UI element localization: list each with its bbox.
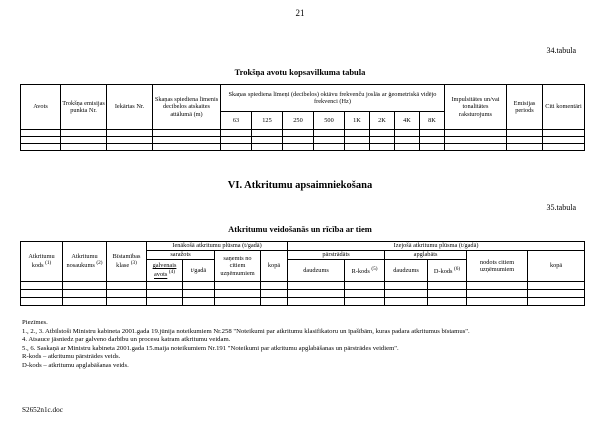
col-header-octave-bands: Skaņas spiediena līmeņi (decibelos) oktāvu frekvenču joslās ar ģeometriskā vidējo frekvenci (Hz) — [221, 85, 445, 112]
col-header-transferred: nodots citiem uzņēmumiem — [467, 251, 528, 282]
note-line: 1., 2., 3. Atbilstoši Ministru kabineta 2001.gada 19.jūnija noteikumiem Nr.258 "Noteikumi par atkritumu klasifikatoru un īpašībām, kuras padara atkritumus bīstamus". — [22, 327, 470, 335]
col-header-t-per-year: t/gadā — [183, 260, 215, 282]
col-header-disposed-amount: daudzums — [385, 260, 428, 282]
section-title: VI. Atkritumu apsaimniekošana — [227, 180, 373, 191]
col-header-r-code: R-kods $^{(5)}$ — [345, 260, 385, 282]
col-header-received: saņemts no citiem uzņēmumiem — [215, 251, 261, 282]
table-34-number: 34.tabula — [546, 46, 576, 55]
note-line: D-kods – atkritumu apglabāšanas veids. — [22, 361, 129, 369]
note-line: R-kods – atkritumu pārstrādes veids. — [22, 353, 121, 361]
table-row — [21, 298, 585, 306]
table-35-title: Atkritumu veidošanās un rīcība ar tiem — [228, 224, 372, 234]
waste-table — [20, 241, 585, 306]
freq-250: 250 — [283, 112, 314, 130]
col-header-total-out: kopā — [528, 251, 585, 282]
col-header-produced: saražots — [147, 251, 215, 260]
col-header-outgoing-flow: Izejošā atkritumu plūsma (t/gadā) — [288, 242, 585, 251]
note-line: 5., 6. Saskaņā ar Ministru kabineta 2001.gada 15.maija noteikumiem Nr.191 "Noteikumi par atkritumu apglabāšanas un pārstrādes veidiem". — [22, 344, 399, 352]
note-line: 4. Atsauce jāsniedz par galveno darbību un procesu katram atkritumu veidam. — [22, 336, 231, 344]
col-header-d-code: D-kods $^{(6)}$ — [428, 260, 467, 282]
col-header-waste-name: Atkritumu nosaukums $^{(2)}$ — [63, 242, 107, 282]
table-35-number: 35.tabula — [546, 203, 576, 212]
freq-125: 125 — [252, 112, 283, 130]
freq-2k: 2K — [370, 112, 395, 130]
noise-sources-table — [20, 84, 585, 151]
col-header-hazard-class: Bīstamības klase $^{(3)}$ — [107, 242, 147, 282]
freq-1k: 1K — [345, 112, 370, 130]
col-header-main-source: galvenais avots $^{(4)}$ — [147, 260, 183, 282]
col-header-incoming-flow: Ienākošā atkritumu plūsma (t/gadā) — [147, 242, 288, 251]
col-header-avots: Avots — [21, 85, 61, 130]
table-row — [21, 137, 585, 144]
col-header-emission-point: Trokšņa emisijas punkta Nr. — [61, 85, 107, 130]
document-filename: S2652n1c.doc — [22, 406, 63, 414]
col-header-waste-code: Atkritumu kods $^{(1)}$ — [21, 242, 63, 282]
col-header-impulsiveness: Impulsitātes un/vai tonalitātes raksturojums — [445, 85, 507, 130]
col-header-disposed: apglabāts — [385, 251, 467, 260]
notes — [22, 319, 582, 371]
page-number: 21 — [295, 8, 305, 18]
freq-500: 500 — [314, 112, 345, 130]
notes-heading: Piezīmes. — [22, 319, 48, 326]
freq-63: 63 — [221, 112, 252, 130]
col-header-emission-period: Emisijas periods — [507, 85, 543, 130]
table-34-title: Trokšņa avotu kopsavilkuma tabula — [234, 67, 366, 77]
col-header-recycled-amount: daudzums — [288, 260, 345, 282]
col-header-sound-level: Skaņas spiediena līmenis decibelos atskaites attālumā (m) — [153, 85, 221, 130]
table-row — [21, 130, 585, 137]
freq-8k: 8K — [420, 112, 445, 130]
col-header-comments: Citi komentāri — [543, 85, 585, 130]
col-header-equipment: Iekārtas Nr. — [107, 85, 153, 130]
col-header-recycled: pārstrādāts — [288, 251, 385, 260]
freq-4k: 4K — [395, 112, 420, 130]
table-row — [21, 144, 585, 151]
table-row — [21, 290, 585, 298]
table-row — [21, 282, 585, 290]
col-header-total-in: kopā — [261, 251, 288, 282]
